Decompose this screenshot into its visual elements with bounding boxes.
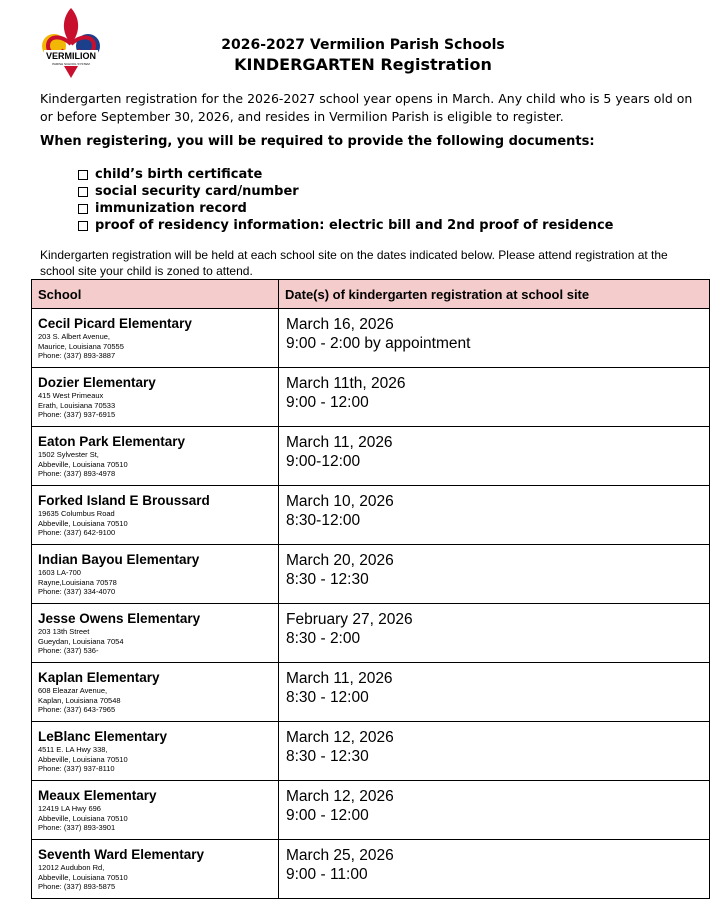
dates-cell — [279, 545, 710, 604]
school-address-line1: 19635 Columbus Road — [38, 509, 115, 518]
school-phone: Phone: (337) 893-4978 — [38, 469, 116, 478]
registration-time: 9:00 - 11:00 — [286, 866, 368, 883]
school-cell — [32, 840, 279, 899]
school-name: Meaux Elementary — [38, 788, 157, 803]
school-phone: Phone: (337) 893-3887 — [38, 351, 116, 360]
dates-cell — [279, 840, 710, 899]
school-address-line1: 415 West Primeaux — [38, 391, 104, 400]
school-cell — [32, 486, 279, 545]
registration-time: 8:30 - 12:30 — [286, 571, 369, 588]
dates-cell — [279, 427, 710, 486]
school-cell — [32, 722, 279, 781]
school-phone: Phone: (337) 642-9100 — [38, 528, 116, 537]
registration-time: 9:00 - 12:00 — [286, 394, 369, 411]
registration-date: March 11, 2026 — [286, 670, 393, 687]
school-cell — [32, 545, 279, 604]
school-cell — [32, 663, 279, 722]
dates-cell — [279, 781, 710, 840]
school-address-line1: 1502 Sylvester St, — [38, 450, 99, 459]
school-cell — [32, 781, 279, 840]
dates-column-header: Date(s) of kindergarten registration at school site — [279, 280, 710, 309]
registration-date: March 11, 2026 — [286, 434, 393, 451]
school-phone: Phone: (337) 643-7965 — [38, 705, 116, 714]
school-name: Kaplan Elementary — [38, 670, 160, 685]
list-item: child’s birth certificate — [78, 166, 613, 183]
checkbox-icon — [78, 204, 88, 214]
table-row — [32, 663, 710, 722]
school-phone: Phone: (337) 937-8110 — [38, 764, 115, 773]
table-row — [32, 781, 710, 840]
registration-date: February 27, 2026 — [286, 611, 413, 628]
registration-date: March 16, 2026 — [286, 316, 394, 333]
table-row — [32, 368, 710, 427]
school-address-line2: Rayne,Louisiana 70578 — [38, 577, 117, 587]
dates-cell — [279, 486, 710, 545]
registration-time: 9:00 - 2:00 by appointment — [286, 335, 471, 352]
registration-time: 9:00-12:00 — [286, 453, 361, 470]
school-address-line1: 12012 Audubon Rd, — [38, 863, 105, 872]
registration-date: March 20, 2026 — [286, 552, 394, 569]
registration-note: Kindergarten registration will be held at each school site on the dates indicated below. Please attend registration at the school site your child is zoned to attend. — [40, 248, 668, 278]
checkbox-icon — [78, 187, 88, 197]
dates-cell — [279, 663, 710, 722]
dates-cell — [279, 722, 710, 781]
page-title: 2026-2027 Vermilion Parish Schools — [221, 37, 505, 53]
registration-time: 8:30 - 2:00 — [286, 630, 361, 647]
school-address-line2: Abbeville, Louisiana 70510 — [38, 813, 128, 823]
school-phone: Phone: (337) 334-4070 — [38, 587, 116, 596]
table-row — [32, 604, 710, 663]
list-item: immunization record — [78, 200, 613, 217]
school-name: Indian Bayou Elementary — [38, 552, 200, 567]
registration-date: March 25, 2026 — [286, 847, 394, 864]
school-address-line1: 12419 LA Hwy 696 — [38, 804, 101, 813]
registration-time: 8:30 - 12:00 — [286, 689, 369, 706]
documents-heading: When registering, you will be required to provide the following documents: — [40, 134, 595, 149]
school-phone: Phone: (337) 893-3901 — [38, 823, 116, 832]
dates-cell — [279, 604, 710, 663]
school-address-line1: 1603 LA-700 — [38, 568, 81, 577]
school-name: Dozier Elementary — [38, 375, 156, 390]
school-cell — [32, 604, 279, 663]
dates-cell — [279, 309, 710, 368]
checkbox-icon — [78, 221, 88, 231]
intro-paragraph: Kindergarten registration for the 2026-2027 school year opens in March. Any child who is 5 years old on or before September 30, 2026, and resides in Vermilion Parish is eligible to register. — [40, 91, 693, 124]
table-row — [32, 545, 710, 604]
table-row — [32, 309, 710, 368]
svg-text:VERMILION: VERMILION — [45, 51, 97, 61]
table-header-row — [32, 280, 710, 309]
school-phone: Phone: (337) 937-6915 — [38, 410, 116, 419]
school-address-line2: Gueydan, Louisiana 7054 — [38, 636, 124, 646]
school-address-line2: Abbeville, Louisiana 70510 — [38, 754, 128, 764]
svg-text:PARISH SCHOOL SYSTEM: PARISH SCHOOL SYSTEM — [52, 62, 90, 66]
page-subtitle: KINDERGARTEN Registration — [234, 55, 492, 74]
documents-list — [78, 166, 613, 234]
school-address-line1: 203 S. Albert Avenue, — [38, 332, 111, 341]
school-cell — [32, 368, 279, 427]
school-address-line2: Kaplan, Louisiana 70548 — [38, 695, 121, 705]
registration-date: March 10, 2026 — [286, 493, 394, 510]
registration-time: 8:30-12:00 — [286, 512, 361, 529]
school-address-line2: Abbeville, Louisiana 70510 — [38, 872, 128, 882]
school-cell — [32, 309, 279, 368]
checkbox-icon — [78, 170, 88, 180]
list-item: proof of residency information: electric bill and 2nd proof of residence — [78, 217, 613, 234]
school-column-header: School — [32, 280, 279, 309]
school-name: Seventh Ward Elementary — [38, 847, 205, 862]
school-address-line1: 4511 E. LA Hwy 338, — [38, 745, 108, 754]
school-name: Forked Island E Broussard — [38, 493, 210, 508]
school-address-line1: 608 Eleazar Avenue, — [38, 686, 108, 695]
school-name: LeBlanc Elementary — [38, 729, 168, 744]
dates-cell — [279, 368, 710, 427]
vermilion-logo — [40, 6, 102, 82]
registration-date: March 11th, 2026 — [286, 375, 406, 392]
registration-time: 8:30 - 12:30 — [286, 748, 369, 765]
table-row — [32, 486, 710, 545]
school-name: Eaton Park Elementary — [38, 434, 186, 449]
table-row — [32, 427, 710, 486]
school-address-line2: Abbeville, Louisiana 70510 — [38, 459, 128, 469]
list-item: social security card/number — [78, 183, 613, 200]
school-name: Jesse Owens Elementary — [38, 611, 201, 626]
registration-table — [31, 279, 710, 899]
registration-time: 9:00 - 12:00 — [286, 807, 369, 824]
school-address-line2: Maurice, Louisiana 70555 — [38, 341, 124, 351]
school-phone: Phone: (337) 536- — [38, 646, 99, 655]
school-phone: Phone: (337) 893-5875 — [38, 882, 116, 891]
table-row — [32, 840, 710, 899]
table-row — [32, 722, 710, 781]
school-address-line2: Abbeville, Louisiana 70510 — [38, 518, 128, 528]
school-address-line2: Erath, Louisiana 70533 — [38, 400, 116, 410]
registration-date: March 12, 2026 — [286, 788, 394, 805]
school-address-line1: 203 13th Street — [38, 627, 90, 636]
school-name: Cecil Picard Elementary — [38, 316, 192, 331]
registration-date: March 12, 2026 — [286, 729, 394, 746]
school-cell — [32, 427, 279, 486]
